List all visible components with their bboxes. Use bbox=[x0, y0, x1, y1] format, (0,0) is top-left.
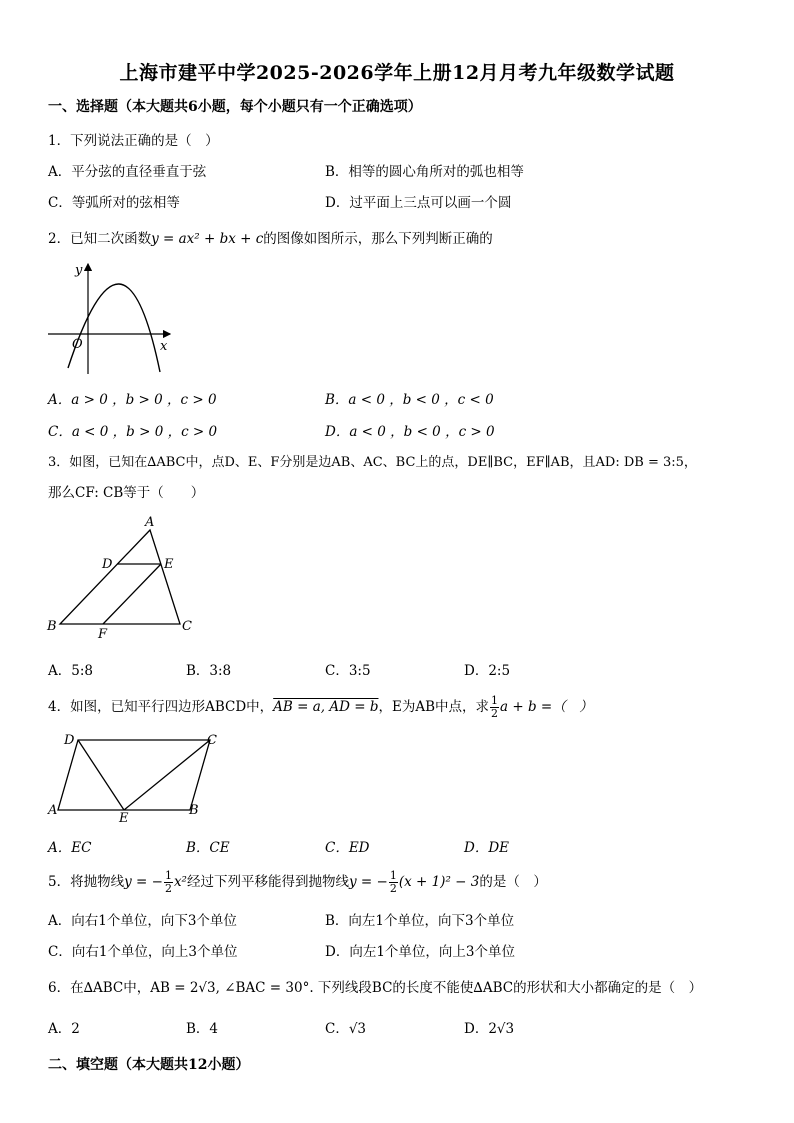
page-title: 上海市建平中学2025-2026学年上册12月月考九年级数学试题 bbox=[119, 62, 675, 84]
q3-option-b: B．3:8 bbox=[186, 663, 232, 679]
question-3-stem-line1: 3．如图，已知在∆ABC中，点D、E、F分别是边AB、AC、BC上的点，DE∥BC，EF∥AB，且AD: DB = 3:5， bbox=[48, 455, 697, 470]
label-b: B bbox=[47, 619, 57, 634]
q5-fraction-1-numerator: 1 bbox=[164, 869, 172, 882]
q5-fraction-2 bbox=[389, 870, 398, 895]
q6-option-c: C．√3 bbox=[325, 1021, 367, 1037]
q5-stem-post: 的是（ ） bbox=[479, 874, 547, 890]
q4-stem-tail: a + b =（ ） bbox=[500, 699, 593, 715]
q5-fraction-2-numerator: 1 bbox=[389, 869, 397, 882]
origin-label: O bbox=[72, 337, 83, 352]
q6-option-b: B．4 bbox=[186, 1021, 219, 1037]
section-heading-fill-in: 二、填空题（本大题共12小题） bbox=[48, 1057, 250, 1073]
q2-option-d: D．a < 0 ，b < 0 ，c > 0 bbox=[325, 424, 495, 440]
question-1-stem: 1．下列说法正确的是（ ） bbox=[48, 133, 219, 149]
q5-expr2-pre: y = − bbox=[348, 874, 388, 890]
q5-fraction-2-denominator: 2 bbox=[389, 882, 397, 895]
q1-option-b: B．相等的圆心角所对的弧也相等 bbox=[325, 164, 524, 180]
segment-de bbox=[78, 740, 124, 810]
x-axis-label: x bbox=[160, 339, 168, 354]
q3-option-a: A．5:8 bbox=[48, 663, 93, 679]
q5-expr2-post: (x + 1)² − 3 bbox=[398, 874, 480, 890]
y-axis-label: y bbox=[75, 263, 83, 278]
section-heading-choice: 一、选择题（本大题共6小题，每个小题只有一个正确选项） bbox=[48, 99, 422, 115]
triangle-abc bbox=[60, 530, 180, 624]
label-d: D bbox=[102, 557, 113, 572]
q6-option-a: A．2 bbox=[48, 1021, 80, 1037]
q5-option-b: B．向左1个单位，向下3个单位 bbox=[325, 913, 515, 929]
q4-vector-definitions: AB = a, AD = b bbox=[273, 699, 379, 715]
question-4-stem bbox=[48, 695, 593, 720]
label-a: A bbox=[48, 803, 58, 818]
q5-stem-pre: 5．将抛物线 bbox=[48, 874, 125, 890]
q3-option-d: D．2:5 bbox=[464, 663, 511, 679]
q4-option-c: C．ED bbox=[325, 840, 370, 856]
q1-option-c: C．等弧所对的弦相等 bbox=[48, 195, 180, 211]
q5-option-c: C．向右1个单位，向上3个单位 bbox=[48, 944, 238, 960]
label-c: C bbox=[182, 619, 192, 634]
segment-ef bbox=[103, 564, 161, 624]
q5-option-a: A．向右1个单位，向下3个单位 bbox=[48, 913, 237, 929]
q4-option-b: B．CE bbox=[186, 840, 230, 856]
question-3-stem-line2: 那么CF: CB等于（ ） bbox=[48, 485, 205, 501]
q2-stem-pre: 2．已知二次函数 bbox=[48, 231, 152, 247]
q2-option-a: A．a > 0 ，b > 0 ，c > 0 bbox=[48, 392, 217, 408]
q4-stem-mid: ，E为AB中点，求 bbox=[378, 699, 490, 715]
q5-option-d: D．向左1个单位，向上3个单位 bbox=[325, 944, 516, 960]
label-c: C bbox=[207, 733, 217, 748]
q4-option-d: D．DE bbox=[464, 840, 510, 856]
label-a: A bbox=[145, 515, 155, 530]
q5-expr1-pre: y = − bbox=[124, 874, 163, 890]
q4-parallelogram-figure bbox=[44, 728, 234, 824]
question-2-stem bbox=[48, 227, 493, 247]
q4-fraction-denominator: 2 bbox=[491, 707, 499, 720]
q2-stem-post: 的图像如图所示，那么下列判断正确的 bbox=[263, 231, 493, 247]
q2-option-c: C．a < 0 ，b > 0 ，c > 0 bbox=[48, 424, 218, 440]
q3-option-c: C．3:5 bbox=[325, 663, 371, 679]
q5-fraction-1 bbox=[164, 870, 173, 895]
label-e: E bbox=[119, 811, 129, 824]
q1-option-d: D．过平面上三点可以画一个圆 bbox=[325, 195, 512, 211]
q6-option-d: D．2√3 bbox=[464, 1021, 515, 1037]
parallelogram-abcd bbox=[58, 740, 210, 810]
label-b: B bbox=[189, 803, 199, 818]
q2-parabola-graph bbox=[44, 258, 178, 378]
q2-function-expression: y = ax² + bx + c bbox=[151, 231, 264, 247]
label-f: F bbox=[98, 627, 108, 642]
label-d: D bbox=[64, 733, 75, 748]
label-e: E bbox=[164, 557, 174, 572]
question-6-stem: 6．在∆ABC中，AB = 2√3, ∠BAC = 30°. 下列线段BC的长度不能使∆ABC的形状和大小都确定的是（ ） bbox=[48, 980, 703, 996]
q1-option-a: A．平分弦的直径垂直于弦 bbox=[48, 164, 207, 180]
parabola-curve bbox=[68, 284, 160, 372]
q4-fraction bbox=[490, 695, 499, 720]
q5-expr1-post: x² bbox=[173, 874, 187, 890]
q4-option-a: A．EC bbox=[48, 840, 92, 856]
q3-triangle-figure bbox=[44, 512, 204, 642]
q2-option-b: B．a < 0 ，b < 0 ，c < 0 bbox=[325, 392, 494, 408]
question-5-stem bbox=[48, 870, 547, 895]
q5-stem-mid: 经过下列平移能得到抛物线 bbox=[186, 874, 349, 890]
q5-fraction-1-denominator: 2 bbox=[164, 882, 172, 895]
segment-ce bbox=[124, 740, 210, 810]
q4-stem-pre: 4．如图，已知平行四边形ABCD中， bbox=[48, 699, 274, 715]
q4-fraction-numerator: 1 bbox=[491, 694, 499, 707]
